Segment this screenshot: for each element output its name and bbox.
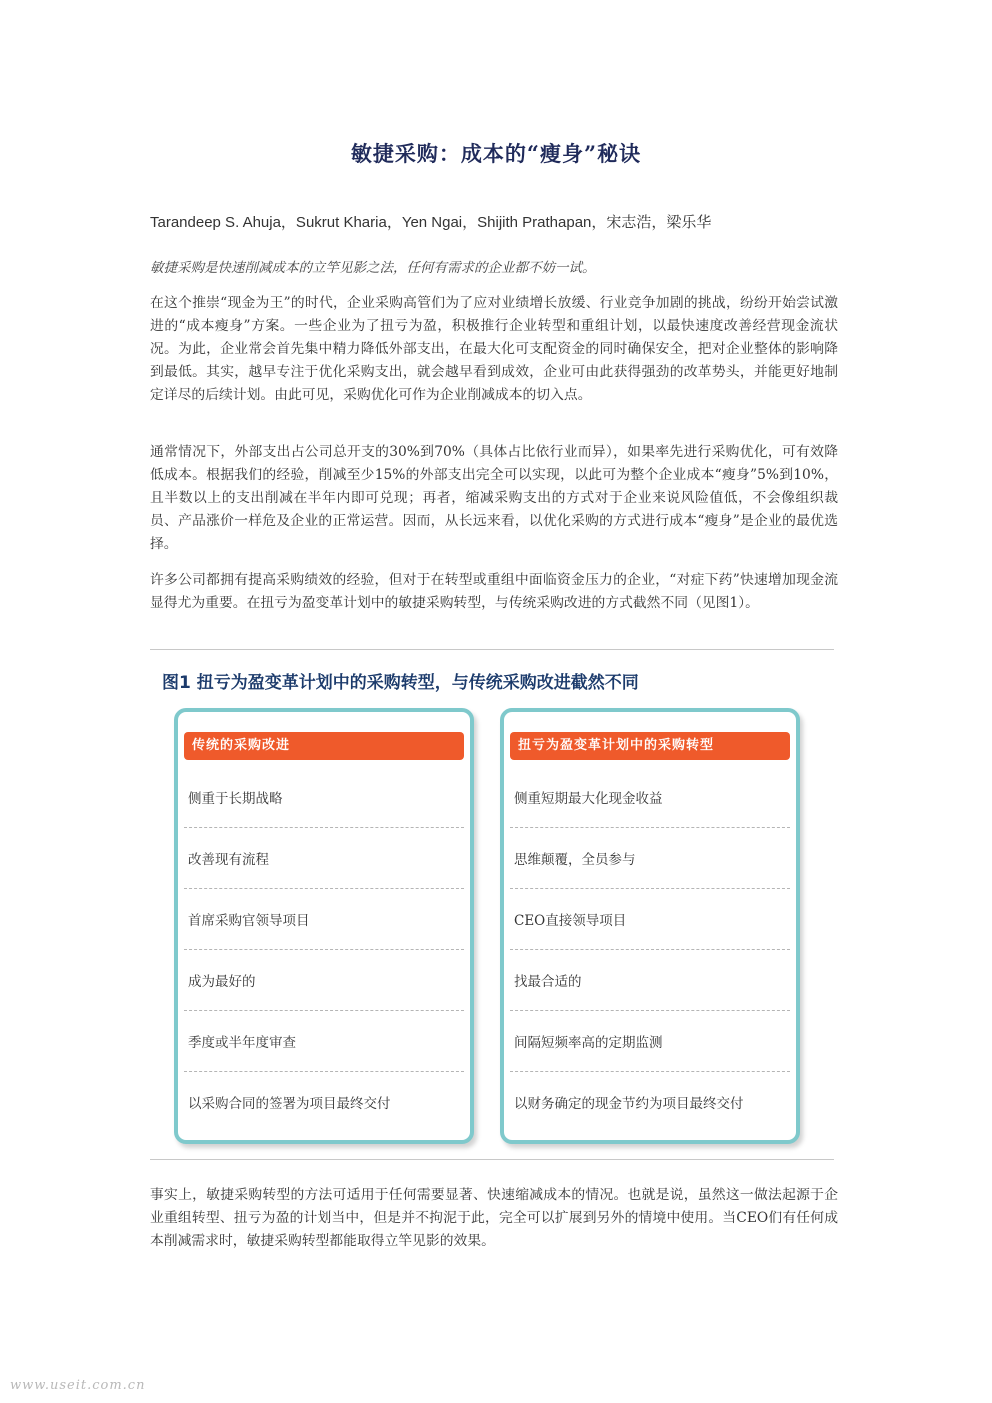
paragraph-4: 事实上，敏捷采购转型的方法可适用于任何需要显著、快速缩减成本的情况。也就是说，虽然这一做法起源于企业重组转型、扭亏为盈的计划当中，但是并不拘泥于此，完全可以扩展到另外的情境中使用。当CEO们有任何成本削减需求时，敏捷采购转型都能取得立竿见影的效果。 <box>150 1187 838 1249</box>
list-item: CEO直接领导项目 <box>510 889 790 950</box>
list-item: 间隔短频率高的定期监测 <box>510 1011 790 1072</box>
watermark-text: www.useit.com.cn <box>10 1378 146 1393</box>
figure-title: 图1 扭亏为盈变革计划中的采购转型，与传统采购改进截然不同 <box>162 673 639 693</box>
traditional-procurement-panel <box>174 708 474 1144</box>
document-title: 敏捷采购：成本的“瘦身”秘诀 <box>350 141 642 166</box>
list-item: 侧重于长期战略 <box>184 767 464 828</box>
traditional-list <box>184 767 464 1133</box>
list-item: 思维颠覆，全员参与 <box>510 828 790 889</box>
turnaround-list <box>510 767 790 1133</box>
paragraph-1: 在这个推崇“现金为王”的时代，企业采购高管们为了应对业绩增长放缓、行业竞争加剧的挑战，纷纷开始尝试激进的“成本瘦身”方案。一些企业为了扭亏为盈，积极推行企业转型和重组计划，以最快速度改善经营现金流状况。为此，企业常会首先集中精力降低外部支出，在最大化可支配资金的同时确保安全，把对企业整体的影响降到最低。其实，越早专注于优化采购支出，就会越早看到成效，企业可由此获得强劲的改革势头，并能更好地制定详尽的后续计划。由此可见，采购优化可作为企业削减成本的切入点。 <box>150 295 838 403</box>
figure-bottom-divider <box>150 1159 834 1160</box>
list-item: 季度或半年度审查 <box>184 1011 464 1072</box>
figure-top-divider <box>150 649 834 650</box>
list-item: 以采购合同的签署为项目最终交付 <box>188 1096 391 1112</box>
turnaround-panel-header: 扭亏为盈变革计划中的采购转型 <box>510 732 790 760</box>
authors-line: Tarandeep S. Ahuja，Sukrut Kharia，Yen Ngai，Shijith Prathapan，宋志浩，梁乐华 <box>150 214 712 231</box>
list-item: 改善现有流程 <box>184 828 464 889</box>
paragraph-2: 通常情况下，外部支出占公司总开支的30%到70%（具体占比依行业而异），如果率先进行采购优化，可有效降低成本。根据我们的经验，削减至少15%的外部支出完全可以实现，以此可为整个企业成本“瘦身”5%到10%，且半数以上的支出削减在半年内即可兑现；再者，缩减采购支出的方式对于企业来说风险值低，不会像组织裁员、产品涨价一样危及企业的正常运营。因而，从长远来看，以优化采购的方式进行成本“瘦身”是企业的最优选择。 <box>150 444 838 552</box>
traditional-panel-header: 传统的采购改进 <box>184 732 464 760</box>
list-item: 首席采购官领导项目 <box>184 889 464 950</box>
paragraph-3: 许多公司都拥有提高采购绩效的经验，但对于在转型或重组中面临资金压力的企业，“对症下药”快速增加现金流显得尤为重要。在扭亏为盈变革计划中的敏捷采购转型，与传统采购改进的方式截然不同（见图1）。 <box>150 572 838 611</box>
list-item: 以财务确定的现金节约为项目最终交付 <box>514 1096 744 1112</box>
list-item: 成为最好的 <box>184 950 464 1011</box>
list-item: 侧重短期最大化现金收益 <box>510 767 790 828</box>
list-item: 找最合适的 <box>510 950 790 1011</box>
turnaround-procurement-panel <box>500 708 800 1144</box>
lead-summary: 敏捷采购是快速削减成本的立竿见影之法，任何有需求的企业都不妨一试。 <box>150 260 596 276</box>
